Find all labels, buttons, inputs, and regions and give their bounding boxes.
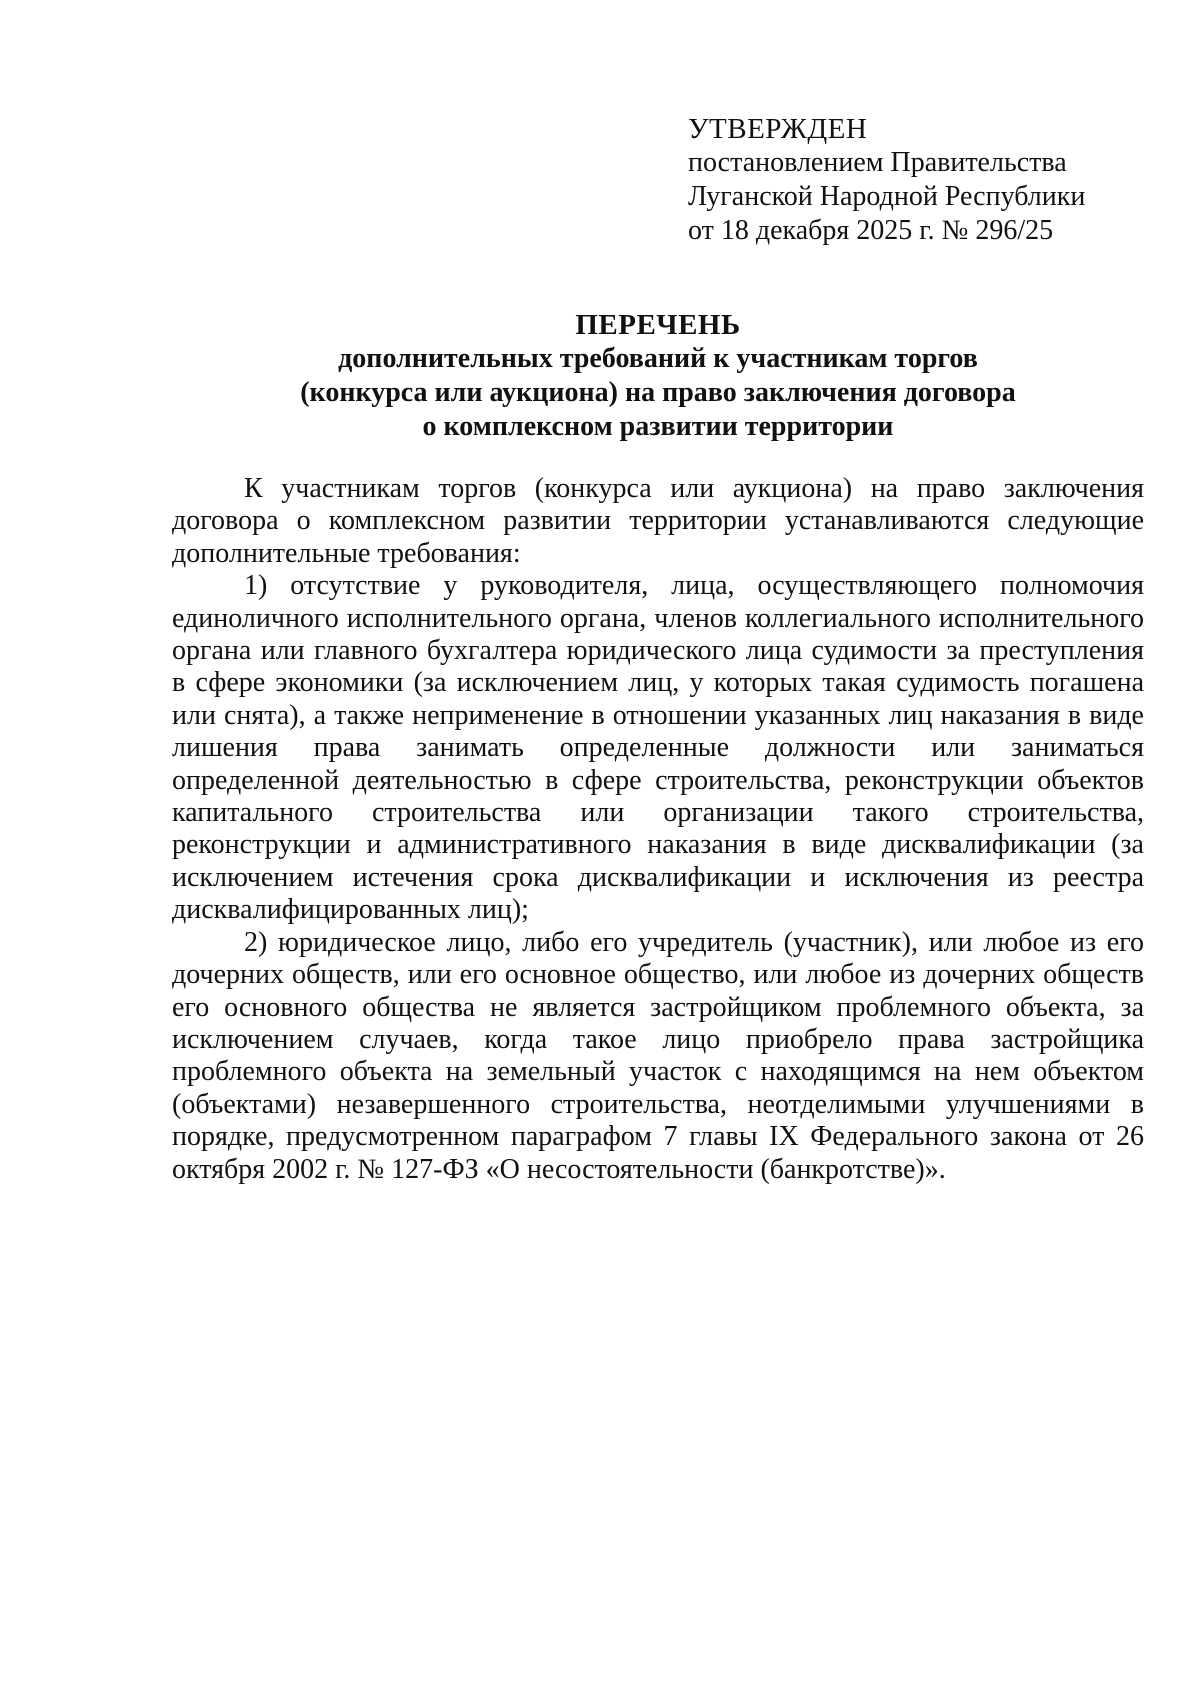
intro-paragraph: К участникам торгов (конкурса или аукциона) на право заключения договора о комплексном развитии территории устанавливаются следующие дополнительные требования:: [172, 473, 1144, 569]
requirement-item-1: 1) отсутствие у руководителя, лица, осуществляющего полномочия единоличного исполнительного органа, членов коллегиального исполнительного органа или главного бухгалтера юридического лица судимости за преступления в сфере экономики (за исключением лиц, у которых такая судимость погашена или снята), а также неприменение в отношении указанных лиц наказания в виде лишения права занимать определенные должности или заниматься определенной деятельностью в сфере строительства, реконструкции объектов капитального строительства или организации такого строительства, реконструкции и административного наказания в виде дисквалификации (за исключением истечения срока дисквалификации и исключения из реестра дисквалифицированных лиц);: [172, 570, 1144, 926]
approval-block: [688, 112, 1085, 248]
document-title: [172, 308, 1144, 444]
approval-line-3: от 18 декабря 2025 г. № 296/25: [688, 215, 1054, 246]
document-body: [172, 473, 1144, 1186]
approval-heading: УТВЕРЖДЕН: [688, 113, 868, 145]
title-main: ПЕРЕЧЕНЬ: [575, 309, 741, 341]
approval-line-1: постановлением Правительства: [688, 147, 1067, 178]
requirement-item-2: 2) юридическое лицо, либо его учредитель (участник), или любое из его дочерних обществ, или его основное общество, или любое из дочерних обществ его основного общества не является застройщиком проблемного объекта, за исключением случаев, когда такое лицо приобрело права застройщика проблемного объекта на земельный участок с находящимся на нем объектом (объектами) незавершенного строительства, неотделимыми улучшениями в порядке, предусмотренном параграфом 7 главы IX Федерального закона от 26 октября 2002 г. № 127-ФЗ «О несостоятельности (банкротстве)».: [172, 926, 1144, 1185]
title-line-1: дополнительных требований к участникам торгов: [338, 343, 978, 374]
approval-line-2: Луганской Народной Республики: [688, 181, 1086, 212]
title-line-2: (конкурса или аукциона) на право заключения договора: [300, 377, 1016, 408]
title-line-3: о комплексном развитии территории: [422, 411, 894, 442]
